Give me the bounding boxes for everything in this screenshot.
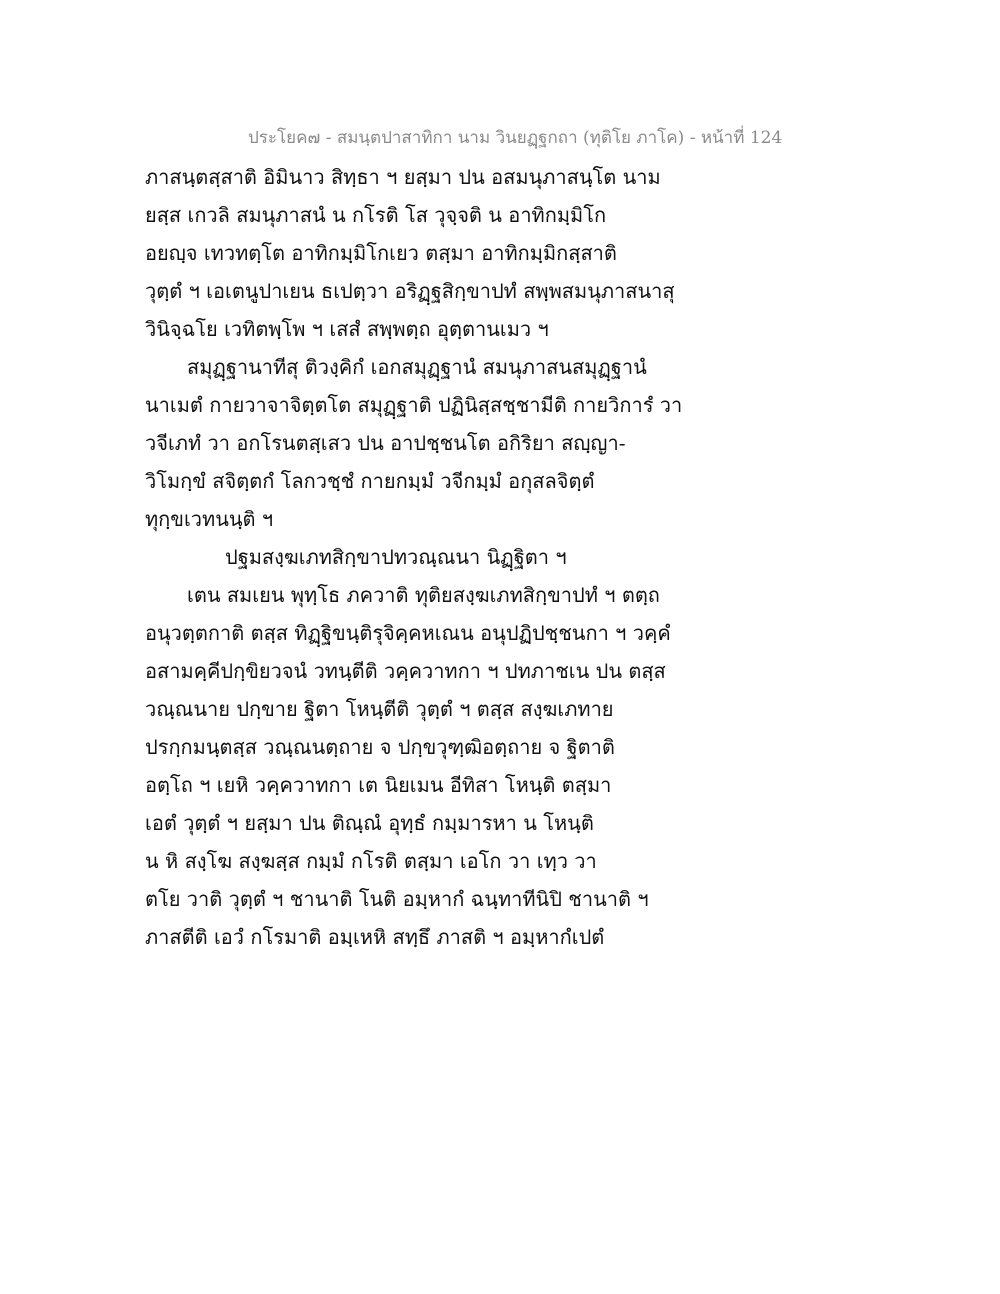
text-line: วิโมกฺขํ สจิตฺตกํ โลกวชฺชํ กายกมฺมํ วจีกมฺมํ อกุสลจิตฺตํ: [145, 469, 595, 493]
text-line: วณฺณนาย ปกฺขาย ฐิตา โหนฺตีติ วุตฺตํ ฯ ตสฺส สงฺฆเภทาย: [145, 697, 614, 721]
text-line: ภาสตีติ เอวํ กโรมาติ อมฺเหหิ สทฺธึ ภาสติ ฯ อมฺหากํเปตํ: [145, 925, 605, 949]
text-line: วจีเภทํ วา อกโรนตสฺเสว ปน อาปชฺชนโต อกิริยา สญฺญา-: [145, 431, 626, 455]
text-line: ทุกฺขเวทนนฺติ ฯ: [145, 507, 274, 531]
text-line: อสามคฺคีปกฺขิยวจนํ วทนฺตีติ วคฺควาทกา ฯ ปทภาชเน ปน ตสฺส: [145, 659, 666, 683]
text-line: ยสฺส เกวลิ สมนุภาสนํ น กโรติ โส วุจฺจติ น อาทิกมฺมิโก: [145, 203, 607, 227]
text-line: วุตฺตํ ฯ เอเตนูปาเยน ธเปตฺวา อริฏฺฐสิกฺขาปทํ สพฺพสมนุภาสนาสุ: [145, 279, 675, 303]
text-line: อตฺโถ ฯ เยหิ วคฺควาทกา เต นิยเมน อีทิสา โหนฺติ ตสฺมา: [145, 773, 612, 797]
text-line: ปรกฺกมนฺตสฺส วณฺณนตฺถาย จ ปกฺขวุฑฺฒิอตฺถาย จ ฐิตาติ: [145, 735, 615, 759]
text-line: อนุวตฺตกาติ ตสฺส ทิฏฺฐิขนฺติรุจิคฺคหเณน อนุปฏิปชฺชนกา ฯ วคฺคํ: [145, 621, 671, 645]
section-closing-heading: ปฐมสงฺฆเภทสิกฺขาปทวณฺณนา นิฏฺฐิตา ฯ: [225, 545, 567, 569]
text-line: อยญฺจ เทวทตฺโต อาทิกมฺมิโกเยว ตสฺมา อาทิกมฺมิกสฺสาติ: [145, 241, 617, 265]
text-line: วินิจฺฉโย เวทิตพฺโพ ฯ เสสํ สพฺพตฺถ อุตฺตานเมว ฯ: [145, 317, 549, 341]
text-line: สมุฏฺฐานาทีสุ ติวงฺคิกํ เอกสมุฏฺฐานํ สมนุภาสนสมุฏฺฐานํ: [187, 355, 647, 379]
body-text: [145, 158, 705, 956]
text-line: นาเมตํ กายวาจาจิตฺตโต สมุฏฺฐาติ ปฏินิสฺสชฺชามีติ กายวิการํ วา: [145, 393, 683, 417]
text-line: เตน สมเยน พุทฺโธ ภควาติ ทุติยสงฺฆเภทสิกฺขาปทํ ฯ ตตฺถ: [187, 583, 660, 607]
text-line: น หิ สงฺโฆ สงฺฆสฺส กมฺมํ กโรติ ตสฺมา เอโก วา เทฺว วา: [145, 849, 597, 873]
text-line: ตโย วาติ วุตฺตํ ฯ ชานาติ โนติ อมฺหากํ ฉนฺทาทีนิปิ ชานาติ ฯ: [145, 887, 649, 911]
page-header: ประโยค๗ - สมนฺตปาสาทิกา นาม วินยฏฺฐกถา (ทุติโย ภาโค) - หน้าที่ 124: [248, 128, 783, 148]
text-line: ภาสนฺตสฺสาติ อิมินาว สิทฺธา ฯ ยสฺมา ปน อสมนุภาสนฺโต นาม: [145, 165, 661, 189]
text-line: เอตํ วุตฺตํ ฯ ยสฺมา ปน ติณฺณํ อุทฺธํ กมฺมารหา น โหนฺติ: [145, 811, 594, 835]
